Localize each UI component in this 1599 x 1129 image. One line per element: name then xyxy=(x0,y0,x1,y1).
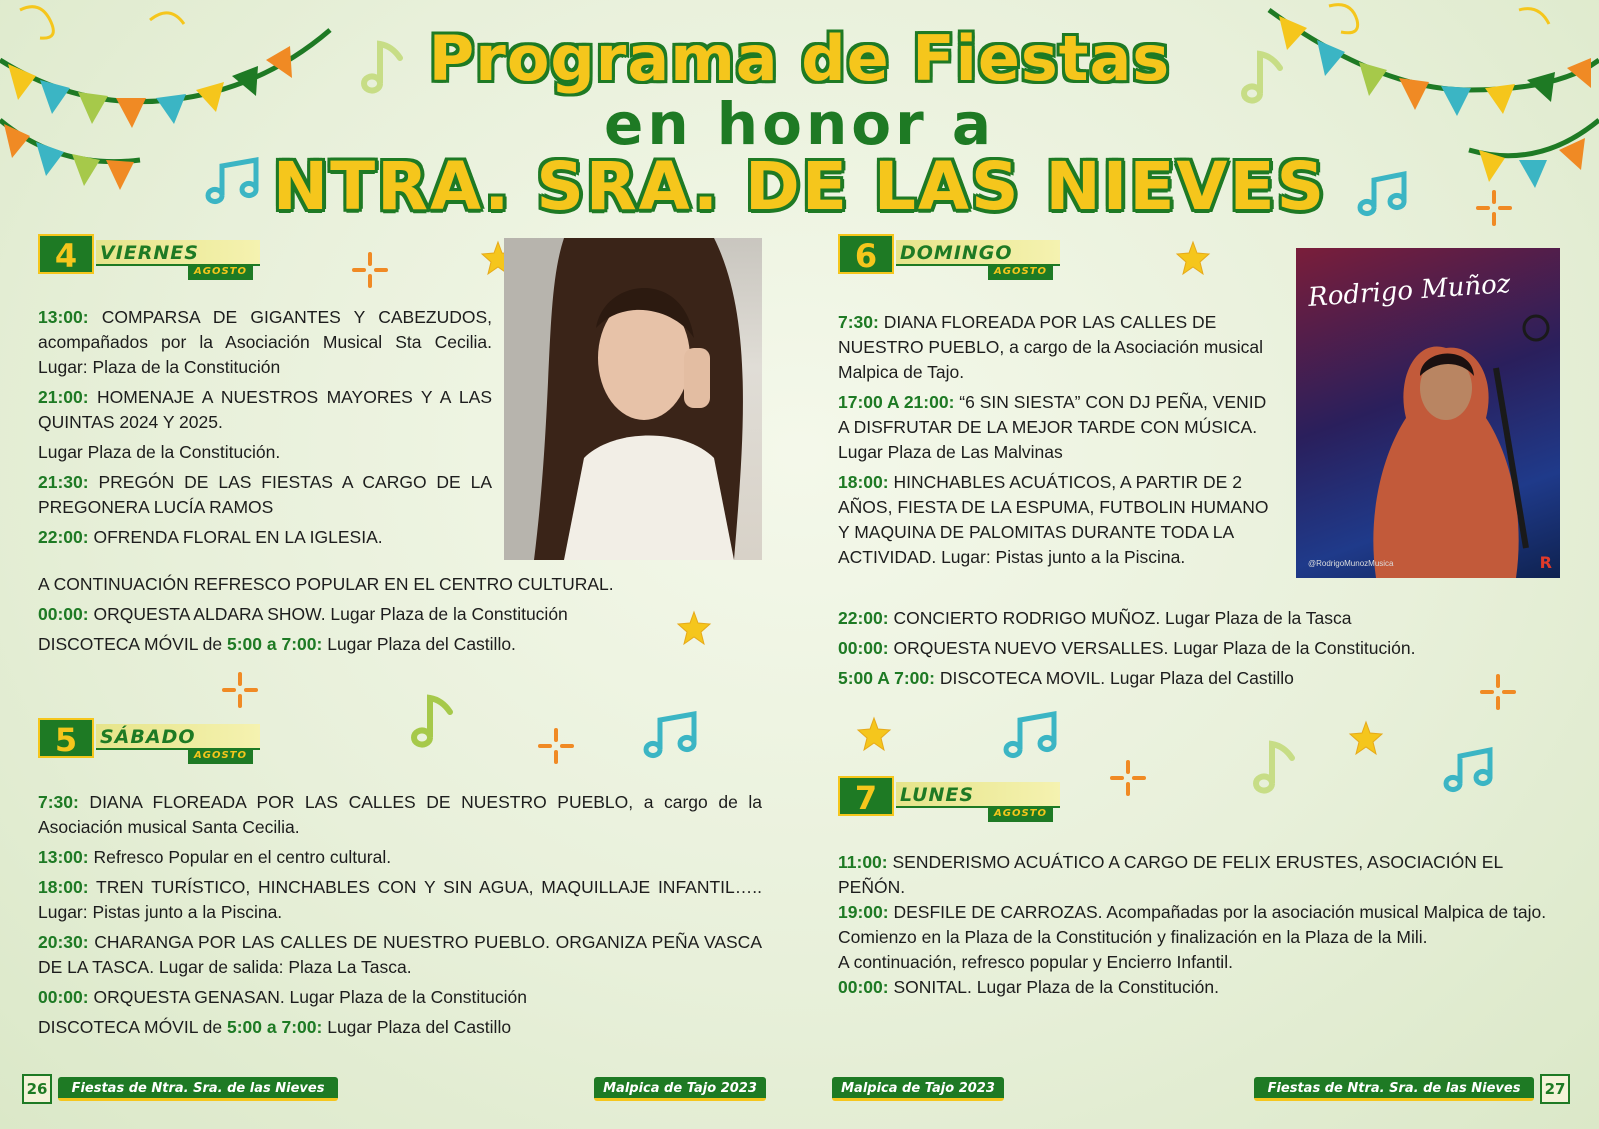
event-item: 17:00 A 21:00: “6 SIN SIESTA” CON DJ PEÑA, VENID A DISFRUTAR DE LA MEJOR TARDE CON MÚSICA. Lugar Plaza de Las Malvinas xyxy=(838,392,1267,462)
event-item: 00:00: SONITAL. Lugar Plaza de la Constitución. xyxy=(838,977,1219,997)
event-item: 18:00: TREN TURÍSTICO, HINCHABLES CON Y SIN AGUA, MAQUILLAJE INFANTIL….. Lugar: Pistas junto a la Piscina. xyxy=(38,877,762,922)
sparkle-icon xyxy=(222,672,258,708)
schedule-viernes-continued xyxy=(38,572,738,662)
page-number-right: 27 xyxy=(1540,1074,1570,1104)
event-item: 18:00: HINCHABLES ACUÁTICOS, A PARTIR DE 2 AÑOS, FIESTA DE LA ESPUMA, FUTBOLIN HUMANO Y MAQUINA DE PALOMITAS DURANTE TODA LA ACTIVIDAD. Lugar: Pistas junto a la Piscina. xyxy=(838,472,1269,567)
day-number: 7 xyxy=(838,776,894,816)
event-item: Lugar Plaza de la Constitución. xyxy=(38,442,281,462)
concert-poster-photo xyxy=(1296,248,1560,578)
day-name: SÁBADO xyxy=(96,724,260,750)
sparkle-icon xyxy=(538,728,574,764)
music-note-icon xyxy=(1450,746,1502,794)
event-item: 22:00: CONCIERTO RODRIGO MUÑOZ. Lugar Plaza de la Tasca xyxy=(838,608,1352,628)
event-item: A continuación, refresco popular y Encierro Infantil. xyxy=(838,952,1233,972)
day-name: DOMINGO xyxy=(896,240,1060,266)
page-title-line1: Programa de Fiestas xyxy=(428,22,1171,95)
poster-credit: @RodrigoMunozMusica xyxy=(1308,559,1394,568)
page-number-left: 26 xyxy=(22,1074,52,1104)
poster-badge: R xyxy=(1539,553,1552,572)
event-item: 7:30: DIANA FLOREADA POR LAS CALLES DE NUESTRO PUEBLO, a cargo de la Asociación musical Santa Cecilia. xyxy=(38,792,762,837)
pregonera-photo xyxy=(504,238,762,560)
star-icon xyxy=(1348,720,1384,756)
footer-center-left-label: Malpica de Tajo 2023 xyxy=(594,1077,766,1101)
day-month: AGOSTO xyxy=(188,264,253,280)
event-item: 20:30: CHARANGA POR LAS CALLES DE NUESTRO PUEBLO. ORGANIZA PEÑA VASCA DE LA TASCA. Lugar de salida: Plaza La Tasca. xyxy=(38,932,762,977)
schedule-domingo xyxy=(838,310,1278,575)
day-name: LUNES xyxy=(896,782,1060,808)
day-month: AGOSTO xyxy=(188,748,253,764)
poster-logo-text: Rodrigo Muñoz xyxy=(1307,268,1512,314)
event-item: A CONTINUACIÓN REFRESCO POPULAR EN EL CENTRO CULTURAL. xyxy=(38,574,614,594)
day-header-sabado xyxy=(38,718,264,764)
footer-right-label: Fiestas de Ntra. Sra. de las Nieves xyxy=(1254,1077,1534,1101)
day-month: AGOSTO xyxy=(988,806,1053,822)
event-item: DISCOTECA MÓVIL de 5:00 a 7:00: Lugar Plaza del Castillo. xyxy=(38,634,516,654)
event-item: 22:00: OFRENDA FLORAL EN LA IGLESIA. xyxy=(38,527,383,547)
music-note-icon xyxy=(1010,710,1066,760)
star-icon xyxy=(1175,240,1211,276)
event-item: 00:00: ORQUESTA GENASAN. Lugar Plaza de la Constitución xyxy=(38,987,527,1007)
sparkle-icon xyxy=(1110,760,1146,796)
event-item: 13:00: COMPARSA DE GIGANTES Y CABEZUDOS, acompañados por la Asociación Musical Sta Cecilia. Lugar: Plaza de la Constitución xyxy=(38,307,492,377)
event-item: 7:30: DIANA FLOREADA POR LAS CALLES DE NUESTRO PUEBLO, a cargo de la Asociación musical Malpica de Tajo. xyxy=(838,312,1264,382)
page-title-line3: NTRA. SRA. DE LAS NIEVES xyxy=(272,148,1327,225)
star-icon xyxy=(856,716,892,752)
schedule-lunes xyxy=(838,850,1558,1000)
event-item: 21:00: HOMENAJE A NUESTROS MAYORES Y A LAS QUINTAS 2024 Y 2025. xyxy=(38,387,492,432)
event-item: 00:00: ORQUESTA ALDARA SHOW. Lugar Plaza de la Constitución xyxy=(38,604,568,624)
day-header-lunes xyxy=(838,776,1064,822)
day-number: 4 xyxy=(38,234,94,274)
sparkle-icon xyxy=(352,252,388,288)
event-item: 5:00 A 7:00: DISCOTECA MOVIL. Lugar Plaza del Castillo xyxy=(838,668,1294,688)
event-item: DISCOTECA MÓVIL de 5:00 a 7:00: Lugar Plaza del Castillo xyxy=(38,1017,512,1037)
day-number: 5 xyxy=(38,718,94,758)
event-item: 00:00: ORQUESTA NUEVO VERSALLES. Lugar Plaza de la Constitución. xyxy=(838,638,1416,658)
event-item: 11:00: SENDERISMO ACUÁTICO A CARGO DE FELIX ERUSTES, ASOCIACIÓN EL PEÑÓN. xyxy=(838,852,1503,897)
schedule-sabado xyxy=(38,790,762,1045)
music-note-icon xyxy=(420,690,460,750)
schedule-domingo-continued xyxy=(838,606,1578,696)
day-header-domingo xyxy=(838,234,1064,280)
footer-center-right-label: Malpica de Tajo 2023 xyxy=(832,1077,1004,1101)
day-name: VIERNES xyxy=(96,240,260,266)
page-title-line2: en honor a xyxy=(603,90,996,158)
footer xyxy=(0,1074,1599,1104)
music-note-icon xyxy=(650,710,706,760)
footer-left-label: Fiestas de Ntra. Sra. de las Nieves xyxy=(58,1077,338,1101)
event-item: 21:30: PREGÓN DE LAS FIESTAS A CARGO DE LA PREGONERA LUCÍA RAMOS xyxy=(38,472,492,517)
event-item: 19:00: DESFILE DE CARROZAS. Acompañadas por la asociación musical Malpica de tajo. Comienzo en la Plaza de la Constitución y finalización en la Plaza de la Mili. xyxy=(838,902,1547,947)
day-number: 6 xyxy=(838,234,894,274)
schedule-viernes xyxy=(38,305,492,555)
music-note-icon xyxy=(1262,736,1302,796)
day-month: AGOSTO xyxy=(988,264,1053,280)
event-item: 13:00: Refresco Popular en el centro cultural. xyxy=(38,847,392,867)
day-header-viernes xyxy=(38,234,264,280)
